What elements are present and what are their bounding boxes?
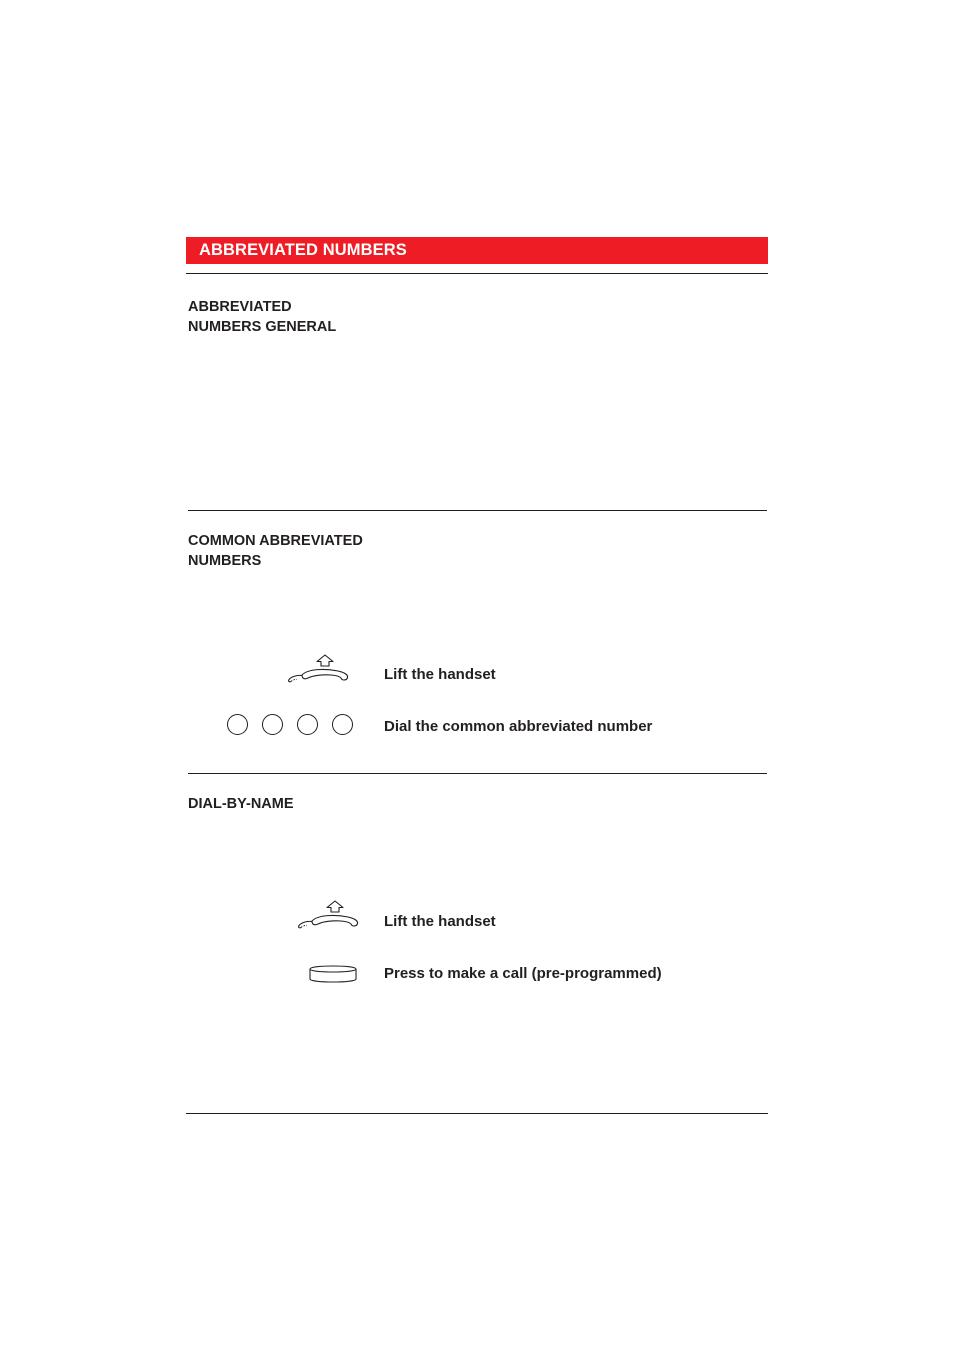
lift-handset-icon: [296, 900, 360, 930]
section-title-dial-by-name: [188, 794, 294, 814]
digit-key: [262, 714, 283, 735]
divider: [186, 1113, 768, 1114]
section-title-line: COMMON ABBREVIATED: [188, 533, 363, 549]
digit-key: [227, 714, 248, 735]
section-title-line: NUMBERS GENERAL: [188, 319, 337, 335]
section-title-line: DIAL-BY-NAME: [188, 796, 294, 812]
step-text: Press to make a call (pre-programmed): [384, 965, 662, 982]
step-text: Dial the common abbreviated number: [384, 718, 653, 735]
divider: [186, 273, 768, 274]
section-header-bar: [186, 237, 768, 264]
programmable-key-icon: [308, 963, 358, 985]
lift-handset-icon: [286, 654, 350, 684]
digit-keys-icon: [227, 714, 357, 737]
step-text: Lift the handset: [384, 666, 496, 683]
page-title: ABBREVIATED NUMBERS: [199, 241, 407, 259]
digit-key: [332, 714, 353, 735]
digit-key: [297, 714, 318, 735]
section-title-abbreviated-numbers-general: [188, 297, 336, 337]
section-title-line: ABBREVIATED: [188, 299, 292, 315]
divider: [188, 510, 767, 511]
step-text: Lift the handset: [384, 913, 496, 930]
divider: [188, 773, 767, 774]
section-title-line: NUMBERS: [188, 553, 262, 569]
section-title-common-abbreviated-numbers: [188, 531, 363, 571]
